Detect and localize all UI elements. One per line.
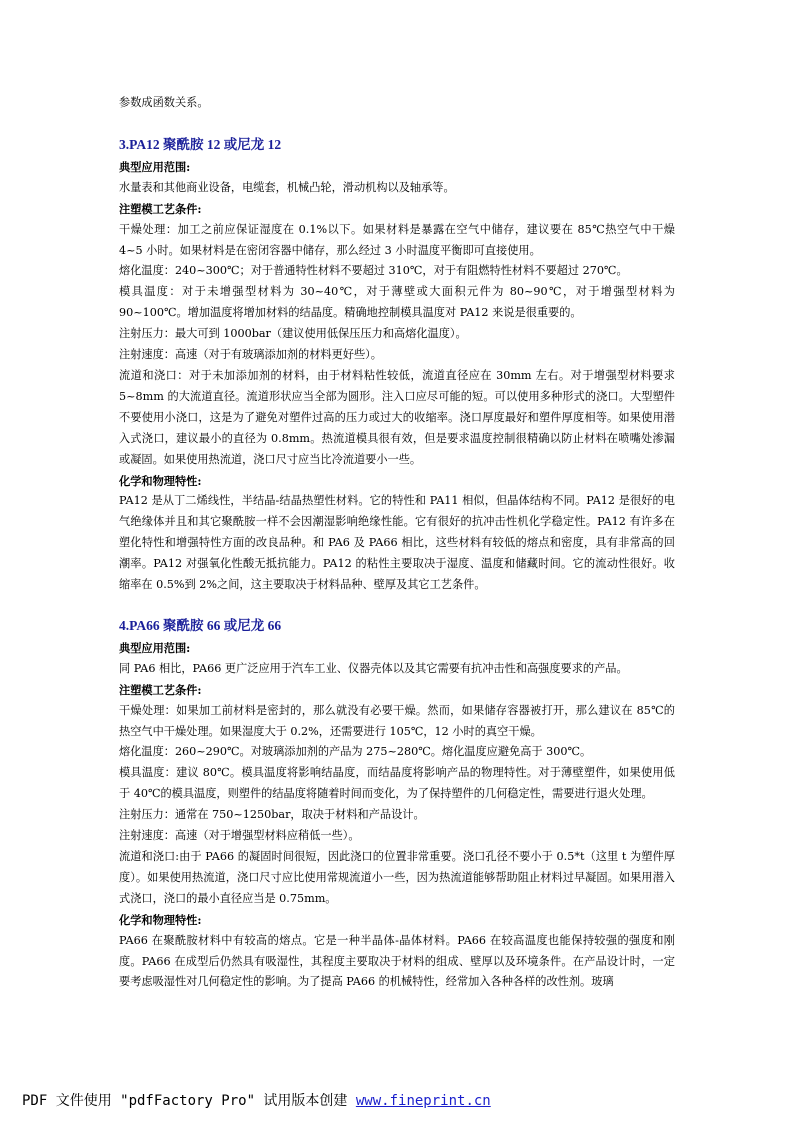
- pdf-footer: [22, 1091, 491, 1111]
- footer-text: PDF 文件使用 "pdfFactory Pro" 试用版本创建: [22, 1093, 356, 1109]
- paragraph: 注射压力：最大可到 1000bar（建议使用低保压压力和高熔化温度）。: [119, 327, 467, 341]
- section-pa66: [119, 616, 675, 993]
- subheading: 注塑模工艺条件:: [119, 201, 202, 216]
- paragraph: 注射速度：高速（对于增强型材料应稍低一些）。: [119, 829, 360, 843]
- paragraph: 同 PA6 相比，PA66 更广泛应用于汽车工业、仪器壳体以及其它需要有抗冲击性和高强度要求的产品。: [119, 661, 628, 675]
- paragraph: 注射压力：通常在 750~1250bar，取决于材料和产品设计。: [119, 808, 425, 822]
- document-body: [119, 93, 675, 993]
- paragraph: 流道和浇口：对于未加添加剂的材料，由于材料粘性较低，流道直径应在 30mm 左右。对于增强型材料要求 5~8mm 的大流道直径。流道形状应当全部为圆形。注入口应尽可能的短。可以使用多种形式的浇口。大型塑件不要使用小浇口，这是为了避免对塑件过高的压力或过大的收缩率。浇口厚度最好和塑件厚度相等。如果使用潜入式浇口，建议最小的直径为 0.8mm。热流道模具很有效，但是要求温度控制很精确以防止材料在喷嘴处渗漏或凝固。如果使用热流道，浇口尺寸应当比冷流道要小一些。: [119, 368, 675, 466]
- section-title: 4.PA66 聚酰胺 66 或尼龙 66: [119, 617, 282, 633]
- section-pa12: [119, 135, 675, 596]
- paragraph: 干燥处理：加工之前应保证湿度在 0.1%以下。如果材料是暴露在空气中储存，建议要在 85℃热空气中干燥 4~5 小时。如果材料是在密闭容器中储存，那么经过 3 小时温度平衡即可直接使用。: [119, 222, 675, 257]
- section-title: 3.PA12 聚酰胺 12 或尼龙 12: [119, 136, 282, 152]
- paragraph: 干燥处理：如果加工前材料是密封的，那么就没有必要干燥。然而，如果储存容器被打开，那么建议在 85℃的热空气中干燥处理。如果湿度大于 0.2%，还需要进行 105℃，12 小时的真空干燥。: [119, 703, 675, 738]
- paragraph: 熔化温度：240~300℃；对于普通特性材料不要超过 310℃，对于有阻燃特性材料不要超过 270℃。: [119, 264, 628, 278]
- intro-paragraph: 参数成函数关系。: [119, 96, 209, 109]
- paragraph: 流道和浇口:由于 PA66 的凝固时间很短，因此浇口的位置非常重要。浇口孔径不要小于 0.5*t（这里 t 为塑件厚度）。如果使用热流道，浇口尺寸应比使用常规流道小一些，因为热流道能够帮助阻止材料过早凝固。如果用潜入式浇口，浇口的最小直径应当是 0.75mm。: [119, 850, 675, 905]
- paragraph: PA66 在聚酰胺材料中有较高的熔点。它是一种半晶体-晶体材料。PA66 在较高温度也能保持较强的强度和刚度。PA66 在成型后仍然具有吸湿性，其程度主要取决于材料的组成、壁厚以及环境条件。在产品设计时，一定要考虑吸湿性对几何稳定性的影响。为了提高 PA66 的机械特性，经常加入各种各样的改性剂。玻璃: [119, 933, 675, 989]
- paragraph: 注射速度：高速（对于有玻璃添加剂的材料更好些）。: [119, 348, 382, 362]
- paragraph: 水量表和其他商业设备，电缆套，机械凸轮，滑动机构以及轴承等。: [119, 180, 455, 194]
- subheading: 注塑模工艺条件:: [119, 682, 202, 697]
- subheading: 化学和物理特性:: [119, 912, 202, 927]
- paragraph: PA12 是从丁二烯线性，半结晶-结晶热塑性材料。它的特性和 PA11 相似，但晶体结构不同。PA12 是很好的电气绝缘体并且和其它聚酰胺一样不会因潮湿影响绝缘性能。它有很好的抗冲击性机化学稳定性。PA12 有许多在塑化特性和增强特性方面的改良品种。和 PA6 及 PA66 相比，这些材料有较低的熔点和密度，具有非常高的回潮率。PA12 对强氧化性酸无抵抗能力。PA12 的粘性主要取决于湿度、温度和储藏时间。它的流动性很好。收缩率在 0.5%到 2%之间，这主要取决于材料品种、壁厚及其它工艺条件。: [119, 494, 675, 592]
- paragraph: 模具温度：对于未增强型材料为 30~40℃，对于薄壁或大面积元件为 80~90℃，对于增强型材料为 90~100℃。增加温度将增加材料的结晶度。精确地控制模具温度对 PA12 来说是很重要的。: [119, 285, 675, 320]
- paragraph: 熔化温度：260~290℃。对玻璃添加剂的产品为 275~280℃。熔化温度应避免高于 300℃。: [119, 745, 592, 759]
- fineprint-link[interactable]: www.fineprint.cn: [355, 1093, 491, 1109]
- subheading: 典型应用范围:: [119, 159, 191, 174]
- subheading: 典型应用范围:: [119, 640, 191, 655]
- subheading: 化学和物理特性:: [119, 473, 202, 488]
- paragraph: 模具温度：建议 80℃。模具温度将影响结晶度，而结晶度将影响产品的物理特性。对于薄壁塑件，如果使用低于 40℃的模具温度，则塑件的结晶度将随着时间而变化，为了保持塑件的几何稳定性，需要进行退火处理。: [119, 766, 675, 801]
- section-gap: [119, 596, 675, 616]
